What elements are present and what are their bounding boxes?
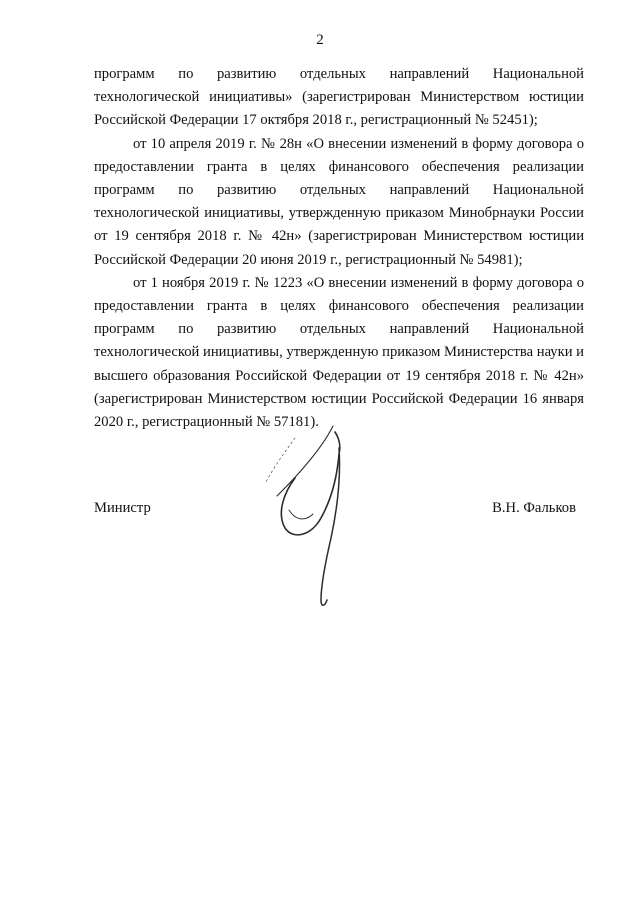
signature-stroke-faint	[265, 438, 295, 484]
signature-stroke-loop	[281, 432, 339, 535]
signature-stroke-upper	[277, 426, 333, 496]
signer-position: Министр	[94, 500, 151, 516]
paragraph-continuation: программ по развитию отдельных направлений Национальной технологической инициативы» (зарегистрирован Министерством юстиции Российской Федерации 17 октября 2018 г., регистрационный № 52451);	[94, 66, 584, 129]
handwritten-signature-icon	[255, 418, 375, 618]
document-body	[94, 63, 584, 434]
page-number: 2	[316, 32, 324, 48]
signer-name: В.Н. Фальков	[492, 500, 576, 516]
paragraph-order-28n: от 10 апреля 2019 г. № 28н «О внесении изменений в форму договора о предоставлении гранта в целях финансового обеспечения реализации программ по развитию отдельных направлений Национальной технологической инициативы, утвержденную приказом Минобрнауки России от 19 сентября 2018 г. № 42н» (зарегистрирован Министерством юстиции Российской Федерации 20 июня 2019 г., регистрационный № 54981);	[94, 135, 584, 268]
paragraph-order-1223: от 1 ноября 2019 г. № 1223 «О внесении изменений в форму договора о предоставлении гранта в целях финансового обеспечения реализации программ по развитию отдельных направлений Национальной технологической инициативы, утвержденную приказом Министерства науки и высшего образования Российской Федерации от 19 сентября 2018 г. № 42н» (зарегистрирован Министерством юстиции Российской Федерации 16 января 2020 г., регистрационный № 57181).	[94, 274, 584, 431]
signature-stroke-inner	[289, 510, 313, 519]
